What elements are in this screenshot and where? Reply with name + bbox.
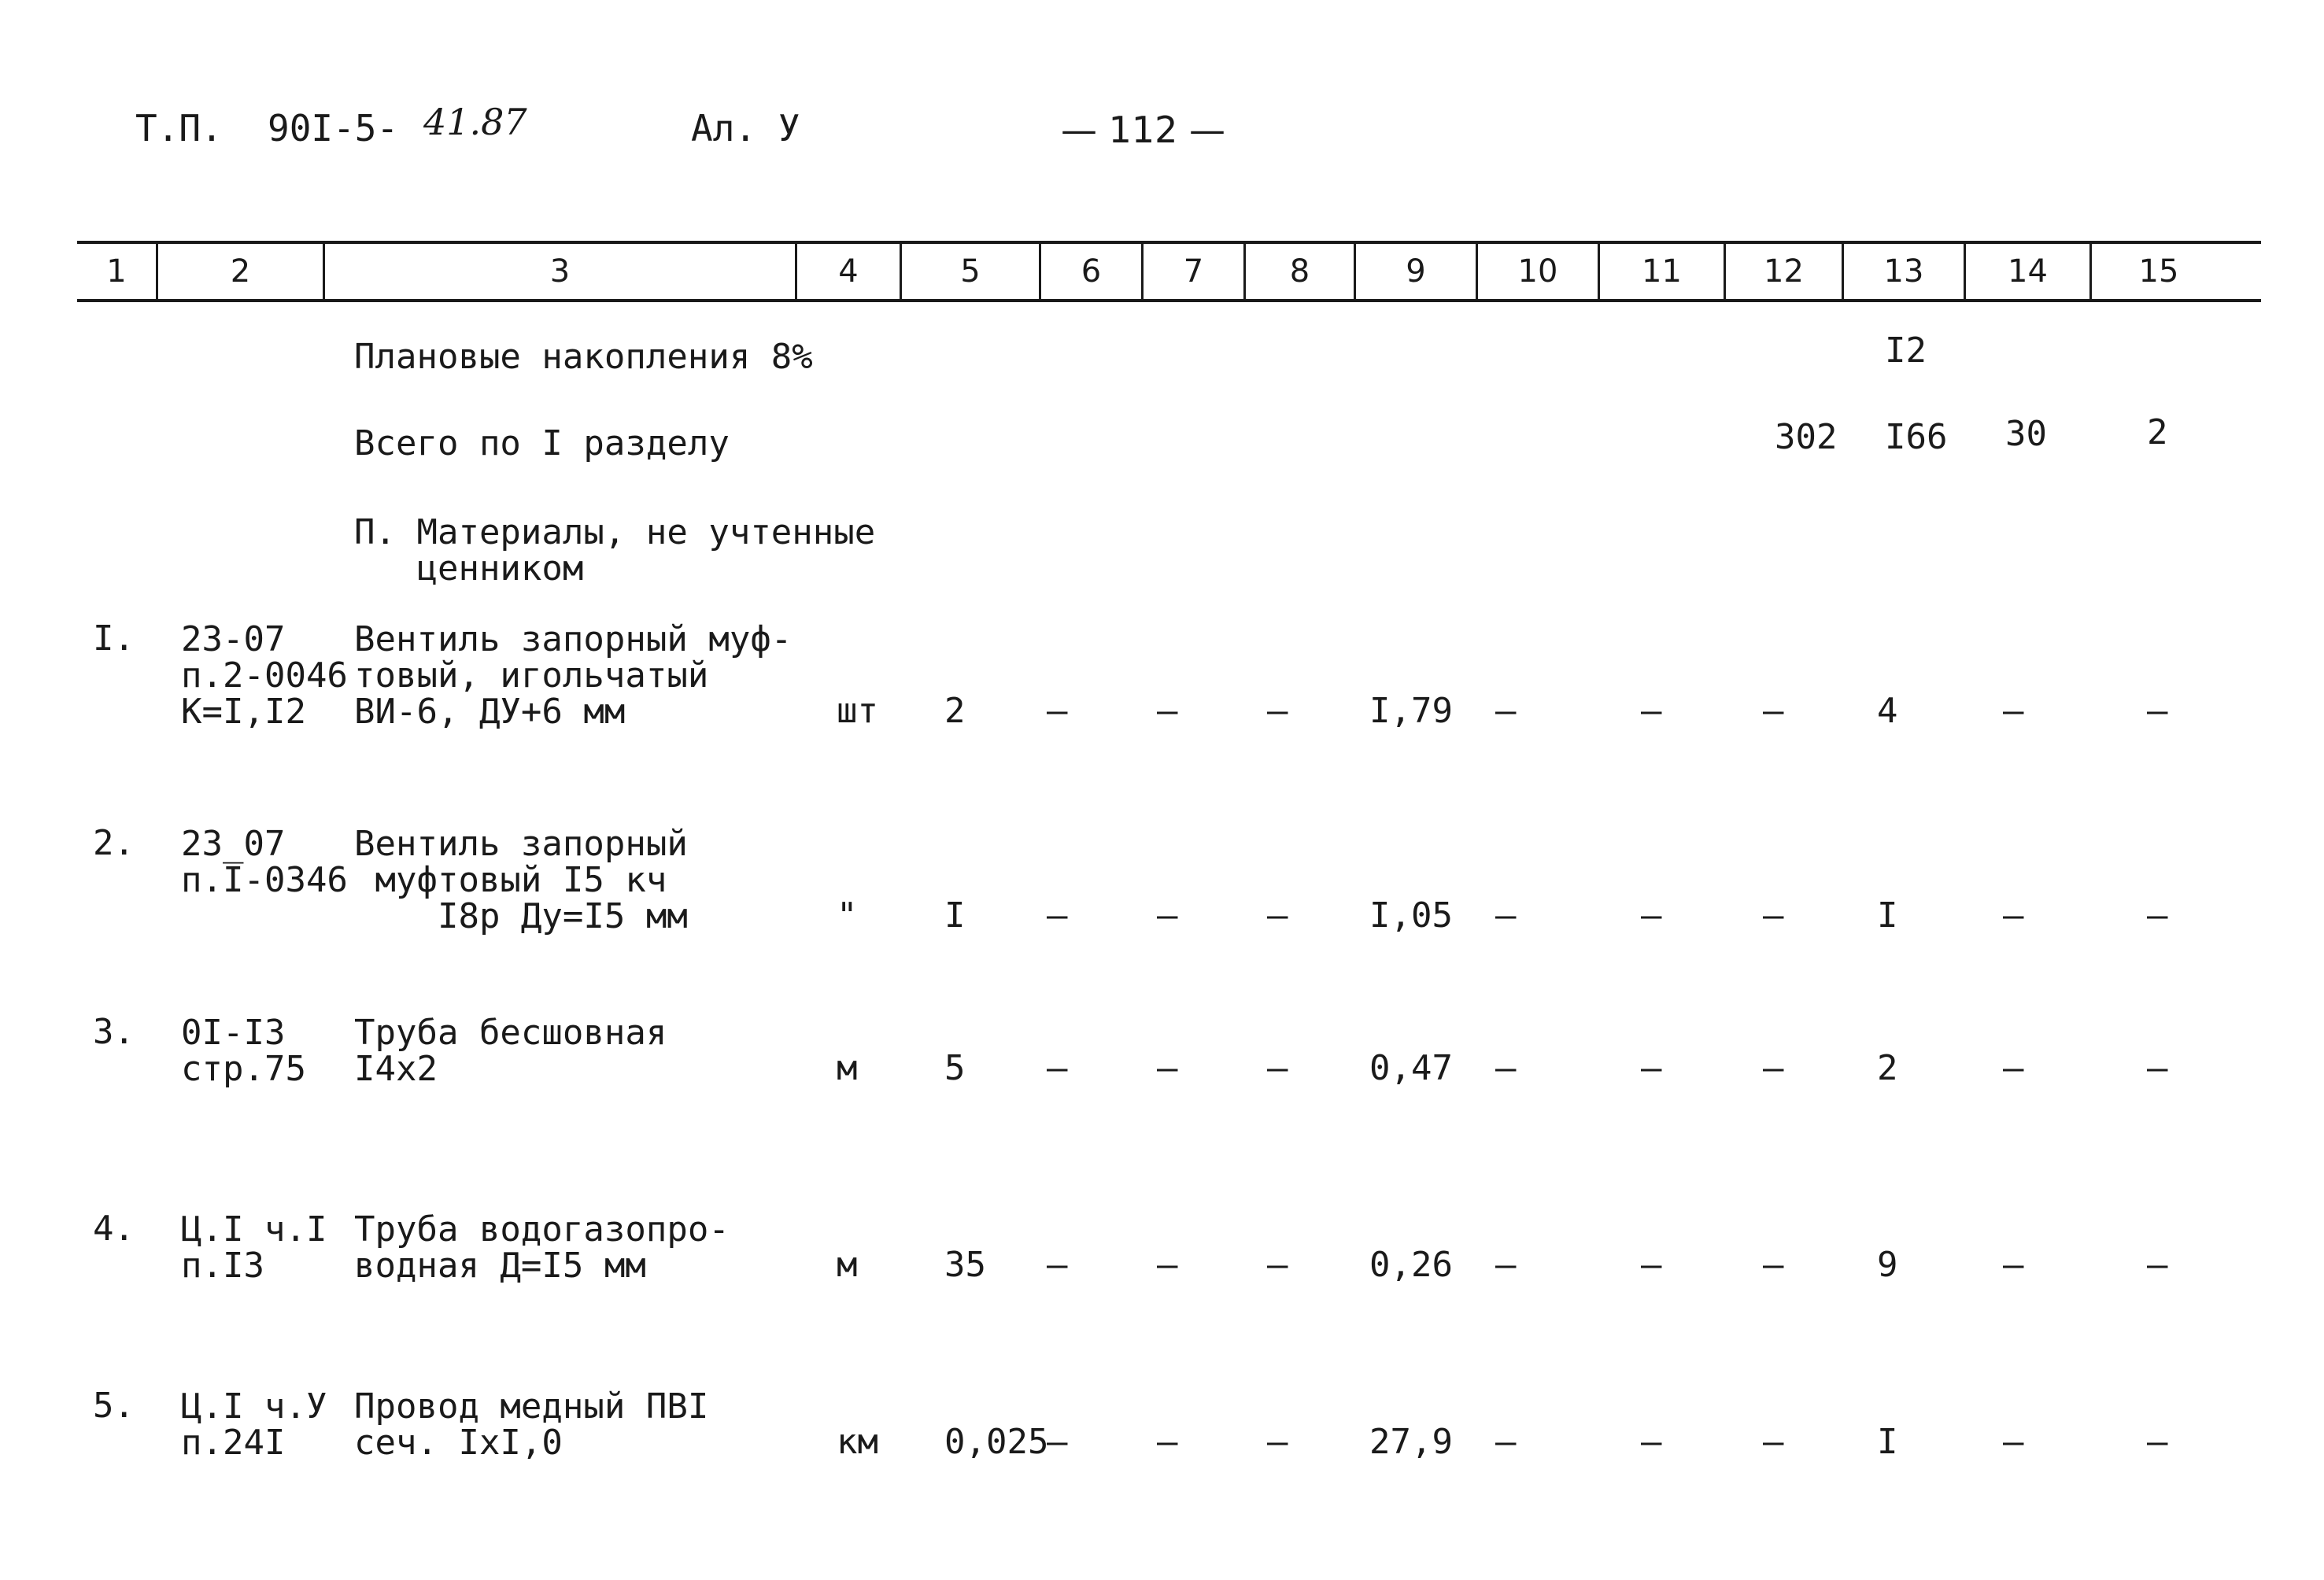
cell-price: 0,26 [1369,1245,1453,1285]
cell-c10: – [1495,691,1517,731]
page-number: — 112 — [1061,109,1226,151]
cell-c12: – [1763,1422,1784,1462]
cell-c8: – [1267,1245,1288,1285]
cell-c13: I [1877,1422,1898,1462]
cell-c15: – [2147,1245,2168,1285]
cell-c10: – [1495,1245,1517,1285]
cell-c11: – [1641,1245,1662,1285]
cell-c7: – [1157,1048,1178,1088]
column-number: 14 [2008,253,2048,290]
table-header-bottom-rule [77,299,2261,302]
cell-c11: – [1641,1422,1662,1462]
column-number: 15 [2138,253,2179,290]
cell-c14: – [2003,1422,2024,1462]
cell-c14: – [2003,895,2024,936]
cell-c13: 9 [1877,1245,1898,1285]
cell-price: I,05 [1369,895,1453,936]
row-name: Провод медный ПВI сеч. IхI,0 [354,1386,709,1463]
cell-c6: – [1047,1245,1068,1285]
cell-c11: – [1641,1048,1662,1088]
cell-qty: 2 [944,691,966,731]
row-number: 5. [93,1386,135,1426]
cell-c7: – [1157,895,1178,936]
cell-c12: – [1763,1048,1784,1088]
column-number: 6 [1081,253,1102,290]
row-name: Труба водогазопро- водная Д=I5 мм [354,1209,730,1286]
row-name: Вентиль запорный муфтовый I5 кч I8р Ду=I5 мм [354,824,688,936]
section-total-col13: I66 [1885,417,1948,457]
column-number: 10 [1517,253,1558,290]
cell-c12: – [1763,1245,1784,1285]
cell-c10: – [1495,1422,1517,1462]
section-total-col12: 302 [1775,417,1838,457]
cell-unit: км [837,1422,878,1462]
cell-unit: м [837,1245,858,1285]
column-number: 13 [1883,253,1924,290]
cell-c6: – [1047,1048,1068,1088]
cell-c10: – [1495,895,1517,936]
section-2-title: П. Материалы, не учтенные ценником [354,512,876,589]
column-number: 4 [838,253,859,290]
cell-c12: – [1763,691,1784,731]
row-number: 2. [93,823,135,863]
cell-c14: – [2003,691,2024,731]
row-code: 23_07 п.I-0346 [181,824,348,900]
row-number: I. [93,618,135,659]
column-number: 5 [960,253,981,290]
column-number: 8 [1289,253,1310,290]
cell-c11: – [1641,691,1662,731]
column-number: 7 [1183,253,1204,290]
cell-c10: – [1495,1048,1517,1088]
cell-c15: – [2147,1422,2168,1462]
cell-c12: – [1763,895,1784,936]
album-label: Ал. У [691,107,800,150]
table-top-rule [77,241,2261,244]
column-number: 2 [230,253,251,290]
row-code: Ц.I ч.I п.I3 [181,1209,327,1286]
row-name: Труба бесшовная I4х2 [354,1013,667,1089]
row-number: 3. [93,1012,135,1052]
cell-qty: I [944,895,966,936]
section-total-col15: 2 [2147,412,2168,452]
cell-c13: 4 [1877,691,1898,731]
row-code: Ц.I ч.У п.24I [181,1386,327,1463]
section-total-col14: 30 [2005,414,2047,454]
cell-c8: – [1267,895,1288,936]
cell-c7: – [1157,1245,1178,1285]
row-name: Вентиль запорный муф- товый, игольчатый ВИ-6, ДУ+6 мм [354,619,793,732]
cell-price: I,79 [1369,691,1453,731]
column-number: 9 [1406,253,1426,290]
cell-qty: 35 [944,1245,986,1285]
cell-price: 27,9 [1369,1422,1453,1462]
cell-c6: – [1047,691,1068,731]
cell-c11: – [1641,895,1662,936]
cell-c6: – [1047,895,1068,936]
cell-price: 0,47 [1369,1048,1453,1088]
cell-c15: – [2147,1048,2168,1088]
cell-c13: I [1877,895,1898,936]
cell-unit: " [837,895,858,936]
cell-c15: – [2147,895,2168,936]
cell-qty: 0,025 [944,1422,1049,1462]
doc-code-handwritten: 41.87 [423,101,527,143]
row-code: 23-07 п.2-0046 К=I,I2 [181,619,348,732]
planned-savings-label: Плановые накопления 8% [354,337,813,377]
cell-c14: – [2003,1048,2024,1088]
cell-c15: – [2147,691,2168,731]
cell-c8: – [1267,1048,1288,1088]
cell-unit: м [837,1048,858,1088]
doc-code: 90I-5- [268,107,399,150]
cell-c6: – [1047,1422,1068,1462]
doc-prefix: Т.П. [135,107,223,150]
column-number: 3 [549,253,571,290]
column-number: 11 [1642,253,1682,290]
cell-unit: шт [837,691,878,731]
cell-c8: – [1267,1422,1288,1462]
cell-c13: 2 [1877,1048,1898,1088]
cell-c14: – [2003,1245,2024,1285]
cell-c7: – [1157,1422,1178,1462]
section-total-label: Всего по I разделу [354,423,730,463]
cell-c8: – [1267,691,1288,731]
cell-qty: 5 [944,1048,966,1088]
column-number: 1 [106,253,127,290]
cell-c7: – [1157,691,1178,731]
column-number: 12 [1764,253,1804,290]
row-code: 0I-I3 стр.75 [181,1013,306,1089]
planned-savings-value: I2 [1885,330,1927,371]
row-number: 4. [93,1209,135,1249]
